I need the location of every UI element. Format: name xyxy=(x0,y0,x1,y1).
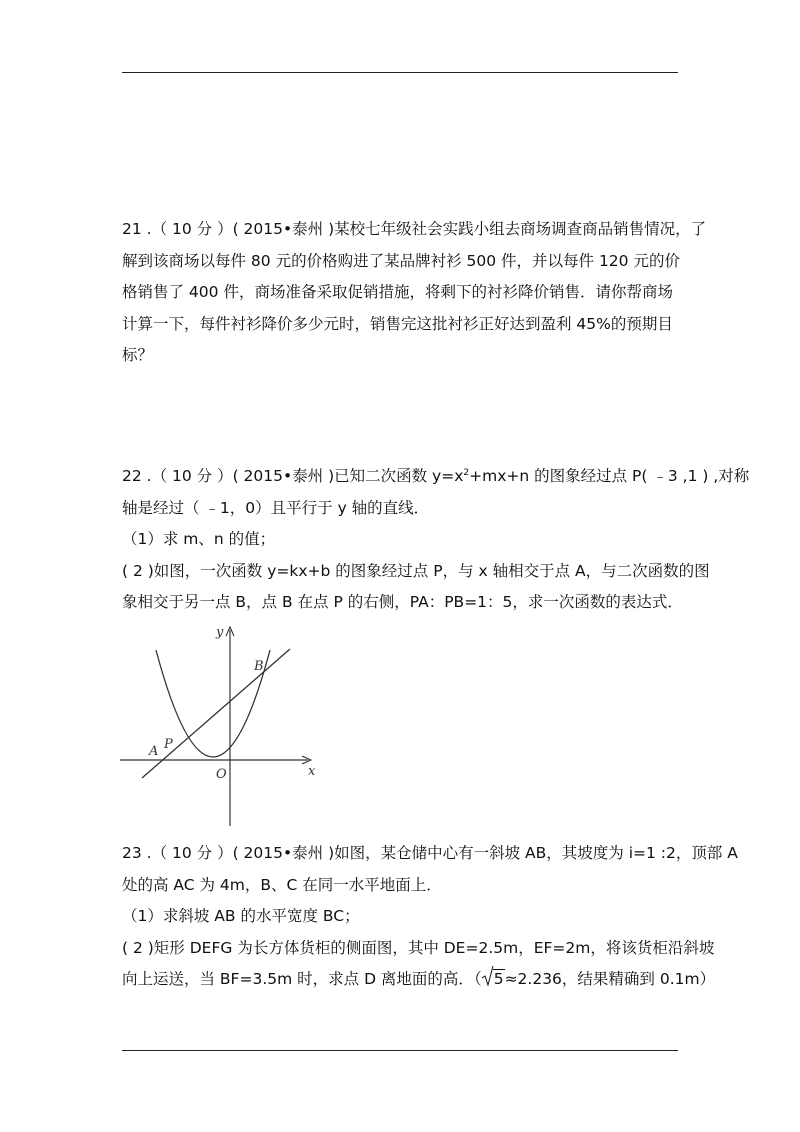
q22-line1-post: +mx+n 的图象经过点 P( ﹣3 ,1 ) ,对称 xyxy=(469,467,750,485)
q23-line5-post: ≈2.236，结果精确到 0.1m） xyxy=(504,970,716,988)
point-p-label: P xyxy=(164,737,173,752)
bottom-rule xyxy=(122,1050,678,1051)
q22-line: ( 2 )如图，一次函数 y=kx+b 的图象经过点 P，与 x 轴相交于点 A，与二次函数的图 xyxy=(122,561,710,580)
y-axis-label: y xyxy=(216,625,224,640)
q22-line1-pre: 22 .（ 10 分 ）( 2015•泰州 )已知二次函数 y=x xyxy=(122,467,464,485)
q22-graph xyxy=(118,620,328,832)
q21-line: 标？ xyxy=(122,346,154,364)
point-a-label: A xyxy=(149,744,159,759)
q22-exponent: 2 xyxy=(463,468,470,478)
q22-line: （1）求 m、n 的值； xyxy=(122,530,276,548)
q23-line5-pre: 向上运送，当 BF=3.5m 时，求点 D 离地面的高．（ xyxy=(122,970,482,988)
q22-line: 象相交于另一点 B，点 B 在点 P 的右侧，PA：PB=1：5，求一次函数的表达式． xyxy=(122,593,683,611)
q21-line: 21 .（ 10 分 ）( 2015•泰州 )某校七年级社会实践小组去商场调查商品销售情况，了 xyxy=(122,220,707,238)
top-rule xyxy=(122,72,678,73)
question-21 xyxy=(122,214,707,372)
q22-line: 轴是经过（ ﹣1，0）且平行于 y 轴的直线． xyxy=(122,498,430,517)
origin-label: O xyxy=(216,767,227,782)
q21-line: 格销售了 400 件，商场准备采取促销措施，将剩下的衬衫降价销售．请你帮商场 xyxy=(122,283,673,301)
linear-function-line xyxy=(142,649,290,778)
sqrt-radicand: 5 xyxy=(493,970,504,988)
q21-line: 解到该商场以每件 80 元的价格购进了某品牌衬衫 500 件，并以每件 120 元的价 xyxy=(122,251,680,270)
q23-line: ( 2 )矩形 DEFG 为长方体货柜的侧面图，其中 DE=2.5m，EF=2m，将该货柜沿斜坡 xyxy=(122,938,715,957)
q23-line: 23 .（ 10 分 ）( 2015•泰州 )如图，某仓储中心有一斜坡 AB，其坡度为 i=1 :2，顶部 A xyxy=(122,844,738,862)
q23-line: 处的高 AC 为 4m，B、C 在同一水平地面上． xyxy=(122,875,442,894)
q21-line: 计算一下，每件衬衫降价多少元时，销售完这批衬衫正好达到盈利 45%的预期目 xyxy=(122,314,673,333)
q23-line: （1）求斜坡 AB 的水平宽度 BC； xyxy=(122,907,360,925)
question-23 xyxy=(122,838,738,996)
q23-line xyxy=(122,964,716,996)
point-b-label: B xyxy=(254,659,264,674)
x-axis-label: x xyxy=(308,764,316,779)
question-22 xyxy=(122,461,750,619)
sqrt-symbol xyxy=(482,964,505,996)
parabola-curve xyxy=(156,650,270,757)
q22-line xyxy=(122,461,750,493)
